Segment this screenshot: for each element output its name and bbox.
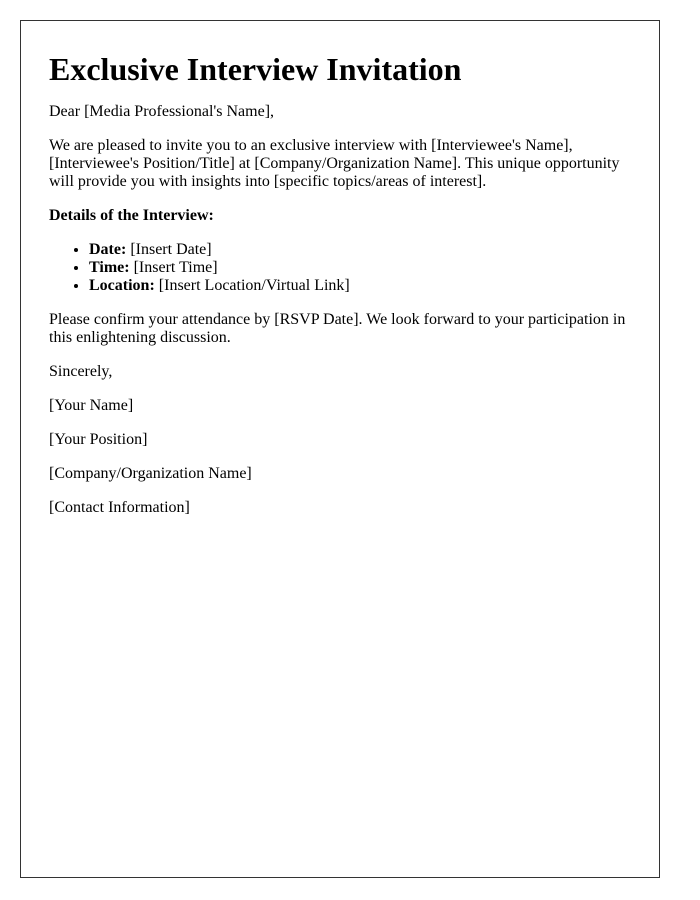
detail-item-time bbox=[89, 259, 631, 277]
detail-label: Location: bbox=[89, 277, 155, 294]
detail-item-date bbox=[89, 241, 631, 259]
details-list bbox=[49, 241, 631, 295]
detail-value: [Insert Location/Virtual Link] bbox=[154, 277, 350, 294]
letter-page bbox=[20, 20, 660, 878]
salutation: Dear [Media Professional's Name], bbox=[49, 103, 275, 120]
closing: Sincerely, bbox=[49, 363, 113, 380]
letter-title: Exclusive Interview Invitation bbox=[49, 51, 462, 87]
confirm-paragraph: Please confirm your attendance by [RSVP Date]. We look forward to your participation in this enlightening discussion. bbox=[49, 311, 626, 346]
signature-company: [Company/Organization Name] bbox=[49, 465, 252, 482]
signature-contact: [Contact Information] bbox=[49, 499, 190, 516]
detail-label: Date: bbox=[89, 241, 127, 258]
details-heading: Details of the Interview: bbox=[49, 207, 214, 224]
detail-label: Time: bbox=[89, 259, 130, 276]
detail-item-location bbox=[89, 277, 631, 295]
detail-value: [Insert Date] bbox=[126, 241, 212, 258]
detail-value: [Insert Time] bbox=[129, 259, 218, 276]
intro-paragraph: We are pleased to invite you to an exclusive interview with [Interviewee's Name], [Interviewee's Position/Title] at [Company/Organization Name]. This unique opportunity will provide you with insights into [specific topics/areas of interest]. bbox=[49, 137, 620, 190]
signature-position: [Your Position] bbox=[49, 431, 148, 448]
signature-name: [Your Name] bbox=[49, 397, 134, 414]
